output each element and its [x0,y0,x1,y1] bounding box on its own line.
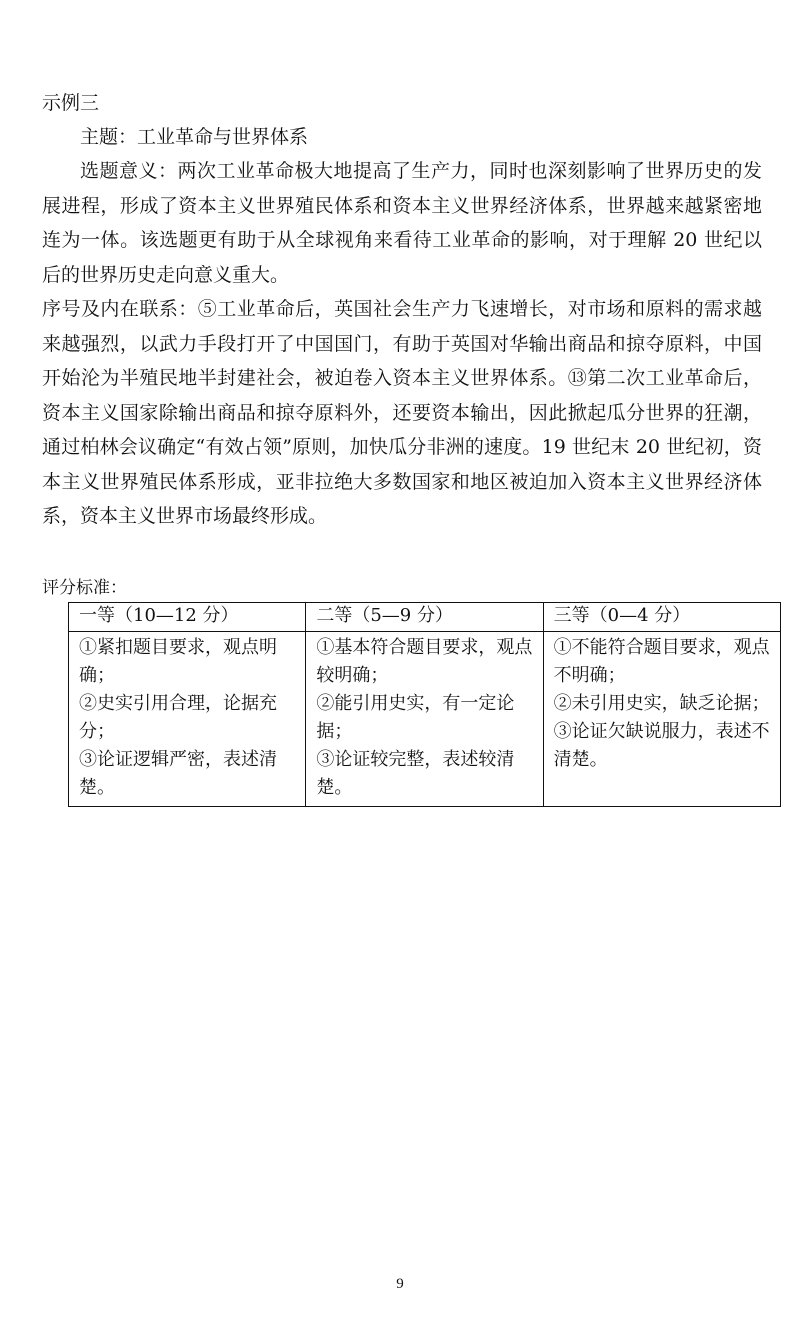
page-number: 9 [396,1276,404,1292]
significance-paragraph: 选题意义：两次工业革命极大地提高了生产力，同时也深刻影响了世界历史的发展进程，形成了资本主义世界殖民体系和资本主义世界经济体系，世界越来越紧密地连为一体。该选题更有助于从全球视角来看待工业革命的影响，对于理解 20 世纪以后的世界历史走向意义重大。 [42,160,762,286]
rubric-header-first: 一等（10—12 分） [69,602,306,631]
criterion-item: ③论证逻辑严密，表述清楚。 [79,748,277,798]
topic-line: 主题：工业革命与世界体系 [80,126,309,148]
example-title: 示例三 [42,92,100,114]
document-body [42,86,770,807]
criterion-item: ①基本符合题目要求，观点较明确； [316,636,533,686]
criteria-label: 评分标准： [42,577,127,598]
rubric-cell-first [69,631,306,806]
criterion-item: ②史实引用合理，论据充分； [79,692,277,742]
rubric-header-third: 三等（0—4 分） [543,602,780,631]
criterion-item: ①紧扣题目要求，观点明确； [79,636,277,686]
connection-paragraph: 序号及内在联系：⑤工业革命后，英国社会生产力飞速增长，对市场和原料的需求越来越强烈，以武力手段打开了中国国门，有助于英国对华输出商品和掠夺原料，中国开始沦为半殖民地半封建社会，被迫卷入资本主义世界体系。⑬第二次工业革命后，资本主义国家除输出商品和掠夺原料外，还要资本输出，因此掀起瓜分世界的狂潮，通过柏林会议确定“有效占领”原则，加快瓜分非洲的速度。19 世纪末 20 世纪初，资本主义世界殖民体系形成，亚非拉绝大多数国家和地区被迫加入资本主义世界经济体系，资本主义世界市场最终形成。 [42,298,762,527]
rubric-criteria-row [69,631,781,806]
criterion-item: ②能引用史实，有一定论据； [316,692,515,742]
rubric-header-second: 二等（5—9 分） [306,602,543,631]
criterion-item: ③论证欠缺说服力，表述不清楚。 [553,720,770,770]
rubric-header-row [69,602,781,631]
rubric-table [68,602,781,807]
rubric-cell-third [543,631,780,806]
rubric-cell-second [306,631,543,806]
criterion-item: ②未引用史实，缺乏论据； [553,692,770,714]
criterion-item: ③论证较完整，表述较清楚。 [316,748,515,798]
criterion-item: ①不能符合题目要求，观点不明确； [553,636,770,686]
